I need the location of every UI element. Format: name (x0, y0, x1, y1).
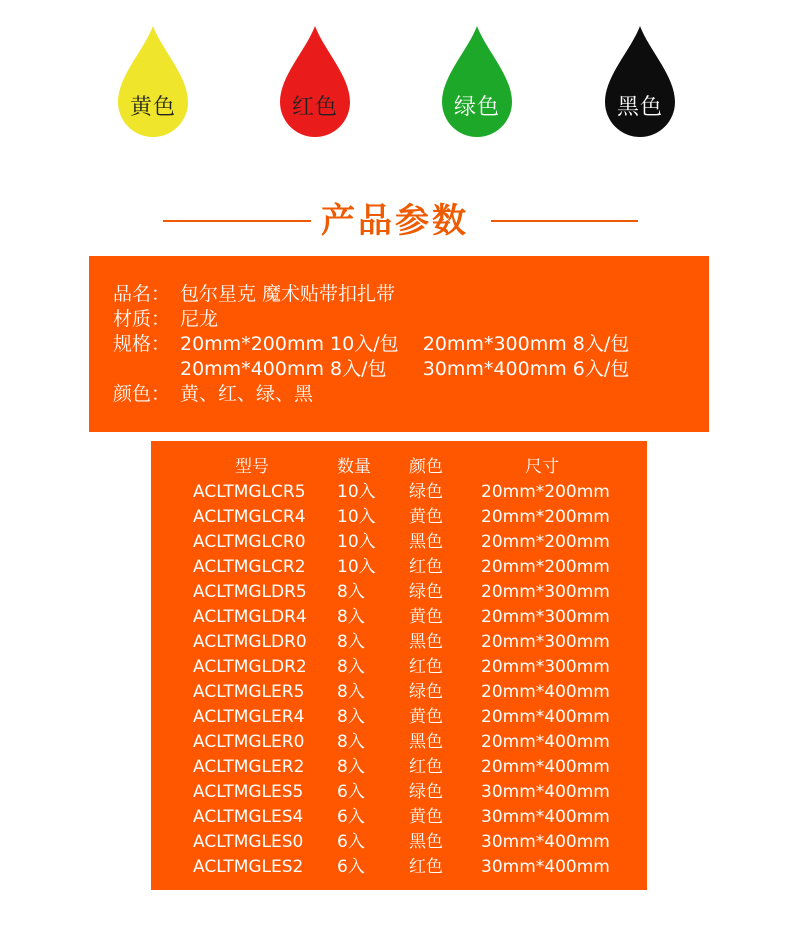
header-quantity: 数量 (337, 457, 371, 477)
cell-color: 绿色 (409, 482, 443, 502)
cell-size: 20mm*300mm (481, 582, 610, 602)
cell-quantity: 10入 (337, 482, 376, 502)
swatch-yellow (118, 24, 188, 138)
spec-value: 黄、红、绿、黑 (180, 383, 314, 405)
cell-model: ACLTMGLCR4 (193, 507, 306, 527)
cell-model: ACLTMGLES4 (193, 807, 304, 827)
cell-size: 30mm*400mm (481, 807, 610, 827)
cell-color: 黄色 (409, 707, 443, 727)
table-row (151, 705, 647, 730)
cell-quantity: 10入 (337, 557, 376, 577)
cell-model: ACLTMGLER5 (193, 682, 305, 702)
section-title: 产品参数 (321, 201, 469, 241)
cell-model: ACLTMGLER4 (193, 707, 305, 727)
swatch-black (605, 24, 675, 138)
cell-quantity: 10入 (337, 507, 376, 527)
cell-quantity: 8入 (337, 607, 365, 627)
swatch-red (280, 24, 350, 138)
cell-quantity: 8入 (337, 707, 365, 727)
cell-size: 20mm*400mm (481, 757, 610, 777)
cell-quantity: 8入 (337, 757, 365, 777)
swatch-green (442, 24, 512, 138)
cell-size: 30mm*400mm (481, 782, 610, 802)
cell-color: 绿色 (409, 682, 443, 702)
model-table (151, 441, 647, 890)
cell-quantity: 6入 (337, 857, 365, 877)
table-row (151, 480, 647, 505)
cell-model: ACLTMGLDR4 (193, 607, 307, 627)
cell-color: 黑色 (409, 632, 443, 652)
cell-quantity: 8入 (337, 657, 365, 677)
spec-label: 规格： (113, 333, 171, 355)
table-row (151, 730, 647, 755)
table-row (151, 755, 647, 780)
spec-value: 20mm*400mm 8入/包 30mm*400mm 6入/包 (180, 358, 630, 380)
cell-color: 红色 (409, 757, 443, 777)
cell-model: ACLTMGLES2 (193, 857, 304, 877)
cell-model: ACLTMGLCR2 (193, 557, 306, 577)
table-header (151, 455, 647, 480)
cell-size: 30mm*400mm (481, 832, 610, 852)
heading-divider-right (491, 220, 638, 222)
spec-label: 品名： (113, 283, 171, 305)
cell-quantity: 10入 (337, 532, 376, 552)
cell-color: 黄色 (409, 507, 443, 527)
cell-size: 30mm*400mm (481, 857, 610, 877)
cell-size: 20mm*200mm (481, 482, 610, 502)
table-row (151, 605, 647, 630)
cell-quantity: 6入 (337, 782, 365, 802)
cell-quantity: 8入 (337, 632, 365, 652)
swatch-label: 绿色 (453, 95, 500, 120)
cell-size: 20mm*400mm (481, 682, 610, 702)
table-row (151, 530, 647, 555)
cell-quantity: 8入 (337, 682, 365, 702)
table-row (151, 505, 647, 530)
table-row (151, 655, 647, 680)
cell-size: 20mm*400mm (481, 732, 610, 752)
table-row (151, 555, 647, 580)
table-row (151, 780, 647, 805)
header-model: 型号 (235, 457, 269, 477)
swatch-label: 黄色 (129, 95, 176, 120)
swatch-label: 黑色 (616, 95, 663, 120)
cell-color: 绿色 (409, 582, 443, 602)
cell-model: ACLTMGLCR5 (193, 482, 306, 502)
heading-divider-left (163, 220, 311, 222)
section-heading (0, 196, 790, 246)
cell-color: 红色 (409, 857, 443, 877)
cell-model: ACLTMGLES0 (193, 832, 304, 852)
header-size: 尺寸 (525, 457, 559, 477)
spec-panel (89, 256, 709, 432)
cell-model: ACLTMGLES5 (193, 782, 304, 802)
table-row (151, 830, 647, 855)
table-row (151, 680, 647, 705)
cell-size: 20mm*200mm (481, 532, 610, 552)
cell-color: 绿色 (409, 782, 443, 802)
cell-color: 红色 (409, 557, 443, 577)
spec-value: 包尔星克 魔术贴带扣扎带 (180, 283, 396, 305)
cell-size: 20mm*300mm (481, 607, 610, 627)
cell-quantity: 6入 (337, 807, 365, 827)
cell-model: ACLTMGLDR5 (193, 582, 307, 602)
cell-size: 20mm*400mm (481, 707, 610, 727)
spec-value: 20mm*200mm 10入/包 20mm*300mm 8入/包 (180, 333, 630, 355)
cell-size: 20mm*300mm (481, 657, 610, 677)
cell-size: 20mm*200mm (481, 507, 610, 527)
cell-size: 20mm*300mm (481, 632, 610, 652)
table-row (151, 580, 647, 605)
cell-model: ACLTMGLDR0 (193, 632, 307, 652)
table-row (151, 805, 647, 830)
cell-color: 黑色 (409, 732, 443, 752)
cell-quantity: 8入 (337, 732, 365, 752)
cell-model: ACLTMGLER2 (193, 757, 305, 777)
cell-model: ACLTMGLER0 (193, 732, 305, 752)
spec-label: 颜色： (113, 383, 171, 405)
cell-color: 黑色 (409, 832, 443, 852)
cell-size: 20mm*200mm (481, 557, 610, 577)
cell-color: 黑色 (409, 532, 443, 552)
spec-label: 材质： (113, 308, 171, 330)
cell-color: 红色 (409, 657, 443, 677)
table-row (151, 855, 647, 880)
color-swatches (0, 24, 790, 140)
swatch-label: 红色 (291, 95, 338, 120)
table-row (151, 630, 647, 655)
cell-color: 黄色 (409, 807, 443, 827)
spec-value: 尼龙 (180, 308, 219, 330)
cell-quantity: 8入 (337, 582, 365, 602)
cell-model: ACLTMGLDR2 (193, 657, 307, 677)
cell-color: 黄色 (409, 607, 443, 627)
header-color: 颜色 (409, 457, 443, 477)
cell-model: ACLTMGLCR0 (193, 532, 306, 552)
cell-quantity: 6入 (337, 832, 365, 852)
